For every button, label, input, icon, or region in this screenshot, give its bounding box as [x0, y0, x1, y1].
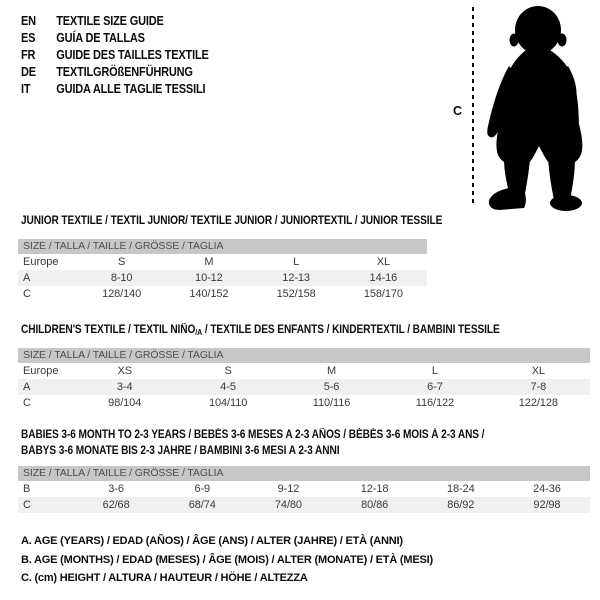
table-cell: XL	[376, 256, 390, 268]
table-cell: 158/170	[363, 288, 403, 300]
table-cell: 74/80	[274, 499, 302, 511]
height-measure-dashed-line	[472, 7, 474, 207]
babies-section-title	[21, 427, 484, 459]
table-cell: 122/128	[518, 397, 558, 409]
table-row-europe	[18, 363, 590, 379]
table-cell: 12-13	[282, 272, 310, 284]
table-row-height	[18, 395, 590, 411]
footnote-age-months: B. AGE (MONTHS) / EDAD (MESES) / ÂGE (MOIS) / ALTER (MONATE) / ETÀ (MESI)	[21, 553, 433, 566]
table-cell: XS	[117, 365, 132, 377]
table-cell: 80/86	[361, 499, 389, 511]
table-cell: L	[431, 365, 438, 377]
lang-title: GUÍA DE TALLAS	[56, 31, 145, 45]
lang-row-fr	[21, 47, 209, 64]
babies-size-table	[18, 466, 590, 513]
row-label: Europe	[23, 256, 59, 268]
table-cell: 98/104	[108, 397, 142, 409]
row-label: C	[23, 397, 31, 409]
table-cell: 6-7	[427, 381, 443, 393]
table-cell: 7-8	[530, 381, 547, 393]
table-row-europe	[18, 254, 427, 270]
lang-title: TEXTILGRÖßENFÜHRUNG	[56, 65, 193, 79]
table-cell: S	[118, 256, 126, 268]
table-cell: 140/152	[189, 288, 229, 300]
size-header-bar: SIZE / TALLA / TAILLE / GRÖSSE / TAGLIA	[18, 466, 590, 481]
babies-title-line2: BABYS 3-6 MONATE BIS 2-3 JAHRE / BAMBINI 3-6 MESI A 2-3 ANNI	[21, 445, 340, 457]
table-cell: M	[204, 256, 214, 268]
children-title-pre: CHILDREN'S TEXTILE / TEXTIL NIÑO	[21, 324, 196, 336]
row-label: C	[23, 499, 31, 511]
row-label: A	[23, 381, 31, 393]
table-cell: XL	[531, 365, 545, 377]
table-cell: 110/116	[312, 397, 351, 409]
lang-code: IT	[21, 82, 31, 96]
language-title-list	[21, 13, 209, 98]
table-cell: 152/158	[276, 288, 316, 300]
babies-title-line1: BABIES 3-6 MONTH TO 2-3 YEARS / BEBÉS 3-6 MESES A 2-3 AÑOS / BÉBÉS 3-6 MOIS À 2-3 ANS /	[21, 429, 485, 441]
table-row-age	[18, 270, 427, 286]
row-label: C	[23, 288, 31, 300]
lang-title: GUIDA ALLE TAGLIE TESSILI	[56, 82, 206, 96]
table-cell: M	[326, 365, 337, 377]
lang-code: EN	[21, 14, 36, 28]
lang-title: GUIDE DES TAILLES TEXTILE	[56, 48, 209, 62]
table-cell: 18-24	[446, 483, 475, 495]
lang-row-es	[21, 30, 209, 47]
lang-code: FR	[21, 48, 36, 62]
children-title-subscript: /A	[195, 328, 203, 337]
table-cell: 62/68	[102, 499, 130, 511]
children-size-table	[18, 348, 590, 411]
table-cell: 3-6	[108, 483, 124, 495]
lang-row-de	[21, 64, 209, 81]
table-cell: 128/140	[102, 288, 142, 300]
legend-footnotes	[21, 532, 433, 588]
children-title-post: / TEXTILE DES ENFANTS / KINDERTEXTIL / BAMBINI TESSILE	[202, 324, 500, 336]
table-row-age	[18, 379, 590, 395]
footnote-height: C. (cm) HEIGHT / ALTURA / HAUTEUR / HÖHE / ALTEZZA	[21, 572, 308, 584]
table-cell: 12-18	[360, 483, 389, 495]
table-cell: 8-10	[110, 272, 133, 284]
table-cell: 24-36	[533, 483, 561, 495]
lang-row-en	[21, 13, 209, 30]
children-section-title	[21, 322, 500, 339]
table-cell: L	[293, 256, 300, 268]
table-row-age-months	[18, 481, 590, 497]
junior-size-table	[18, 239, 427, 302]
junior-section-title: JUNIOR TEXTILE / TEXTIL JUNIOR/ TEXTILE JUNIOR / JUNIORTEXTIL / JUNIOR TESSILE	[21, 215, 443, 227]
lang-title: TEXTILE SIZE GUIDE	[56, 14, 164, 28]
table-cell: 3-4	[116, 381, 133, 393]
row-label: Europe	[23, 365, 59, 377]
row-label: B	[23, 483, 31, 495]
table-cell: 116/122	[415, 397, 455, 409]
lang-code: DE	[21, 65, 36, 79]
table-row-height	[18, 497, 590, 513]
table-cell: 9-12	[277, 483, 300, 495]
table-cell: S	[224, 365, 232, 377]
table-cell: 86/92	[447, 499, 475, 511]
table-cell: 68/74	[188, 499, 216, 511]
table-cell: 10-12	[195, 272, 223, 284]
row-label: A	[23, 272, 31, 284]
size-header-bar: SIZE / TALLA / TAILLE / GRÖSSE / TAGLIA	[18, 348, 590, 363]
size-header-bar: SIZE / TALLA / TAILLE / GRÖSSE / TAGLIA	[18, 239, 427, 254]
table-cell: 5-6	[323, 381, 340, 393]
lang-code: ES	[21, 31, 36, 45]
table-cell: 14-16	[369, 272, 398, 284]
toddler-silhouette-icon	[482, 4, 596, 212]
table-cell: 104/110	[208, 397, 248, 409]
table-cell: 6-9	[194, 483, 211, 495]
table-cell: 4-5	[220, 381, 236, 393]
lang-row-it	[21, 81, 209, 98]
table-cell: 92/98	[533, 499, 561, 511]
table-row-height	[18, 286, 427, 302]
height-measure-label: C	[453, 104, 463, 118]
footnote-age-years: A. AGE (YEARS) / EDAD (AÑOS) / ÂGE (ANS) / ALTER (JAHRE) / ETÀ (ANNI)	[21, 535, 403, 547]
